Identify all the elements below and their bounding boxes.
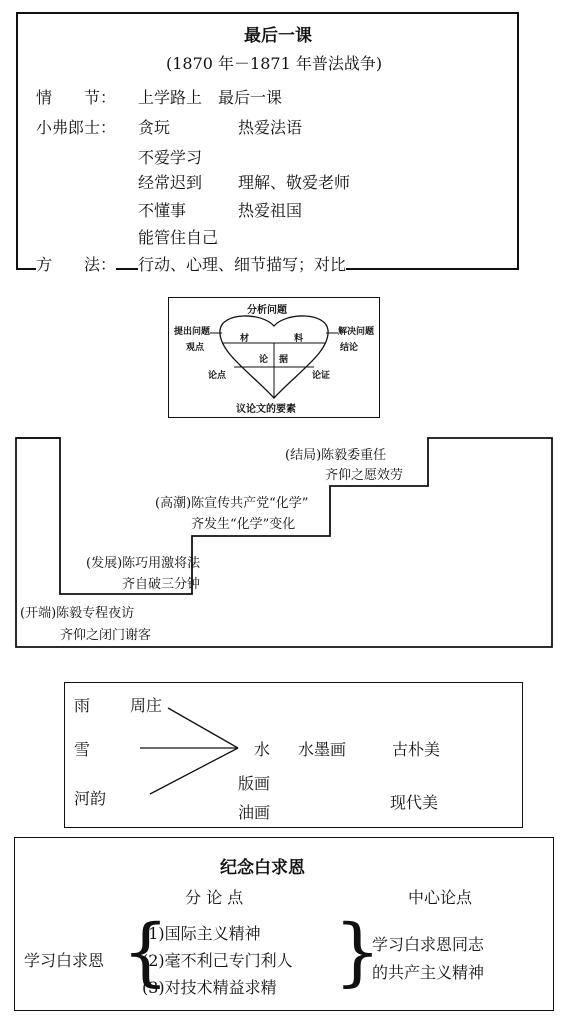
- water-ancient: 古朴美: [392, 740, 441, 759]
- method-text: 行动、心理、细节描写；对比: [138, 252, 346, 275]
- bethune-point-3: (3)对技术精益求精: [142, 978, 277, 997]
- trait-left-2: 不爱学习: [138, 148, 203, 167]
- bethune-center-label: 中心论点: [408, 888, 473, 907]
- heart-cell-argue2: 据: [279, 355, 289, 365]
- char-label: 小弗郎士：: [36, 118, 117, 137]
- heart-right-label-1: 解决问题: [338, 327, 375, 337]
- heart-bottom-label: 议论文的要素: [236, 404, 296, 415]
- water-print: 版画: [238, 774, 271, 793]
- method-label: 方 法：: [36, 252, 116, 275]
- bethune-point-2: (2)毫不利己专门利人: [142, 951, 293, 970]
- trait-left-5: 能管住自己: [138, 228, 219, 247]
- lesson-title: 最后一课: [244, 26, 312, 46]
- water-modern: 现代美: [390, 793, 439, 812]
- heart-cell-point: 论点: [208, 371, 227, 381]
- heart-left-label-1: 提出问题: [174, 327, 211, 337]
- trait-left-4: 不懂事: [138, 201, 187, 220]
- water-rain: 雨: [74, 696, 91, 715]
- water-oil: 油画: [238, 803, 271, 822]
- water-ink: 水墨画: [298, 740, 347, 759]
- trait-left-3: 经常迟到: [138, 173, 203, 192]
- heart-cell-proof: 论证: [312, 371, 331, 381]
- heart-cell-argue: 论: [259, 355, 269, 365]
- plot-label: 情 节：: [36, 88, 117, 107]
- left-brace: {: [122, 909, 170, 995]
- stair-step-2-line2: 齐自破三分钟: [122, 577, 201, 592]
- bethune-center-2: 的共产主义精神: [372, 963, 485, 982]
- lesson-subtitle: (1870 年－1871 年普法战争): [166, 54, 383, 73]
- bethune-center-1: 学习白求恩同志: [372, 935, 485, 954]
- bethune-sub-label: 分 论 点: [185, 888, 244, 907]
- water-line-rain: [168, 708, 238, 748]
- heart-cell-material2: 料: [294, 334, 304, 344]
- stair-step-3-line1: (高潮)陈宣传共产党“化学”: [155, 496, 309, 511]
- stair-step-4-line1: (结局)陈毅委重任: [285, 448, 387, 463]
- plot-text: 上学路上 最后一课: [138, 88, 283, 107]
- stair-step-2-line1: (发展)陈巧用激将法: [86, 556, 201, 571]
- heart-cell-material: 材: [240, 334, 250, 344]
- trait-right-1: 热爱法语: [238, 118, 303, 137]
- stair-step-1-line1: (开端)陈毅专程夜访: [20, 606, 135, 621]
- trait-left-1: 贪玩: [138, 118, 171, 137]
- trait-right-3: 热爱祖国: [238, 201, 303, 220]
- heart-top-label: 分析问题: [247, 305, 287, 316]
- bethune-left: 学习白求恩: [24, 951, 105, 970]
- heart-right-label-2: 结论: [340, 343, 359, 353]
- stair-step-1-line2: 齐仰之闭门谢客: [60, 628, 152, 643]
- right-brace: }: [334, 909, 382, 995]
- bethune-title: 纪念白求恩: [220, 858, 305, 878]
- water-river: 河韵: [74, 789, 107, 808]
- water-snow: 雪: [74, 740, 91, 759]
- water-line-river: [150, 748, 238, 794]
- heart-left-label-2: 观点: [186, 343, 205, 353]
- bethune-point-1: (1)国际主义精神: [142, 924, 261, 943]
- trait-right-2: 理解、敬爱老师: [238, 173, 351, 192]
- stair-step-3-line2: 齐发生“化学”变化: [191, 517, 296, 532]
- stair-step-4-line2: 齐仰之愿效劳: [325, 468, 404, 483]
- water-water: 水: [254, 740, 271, 759]
- water-zhouzhuang: 周庄: [130, 696, 163, 715]
